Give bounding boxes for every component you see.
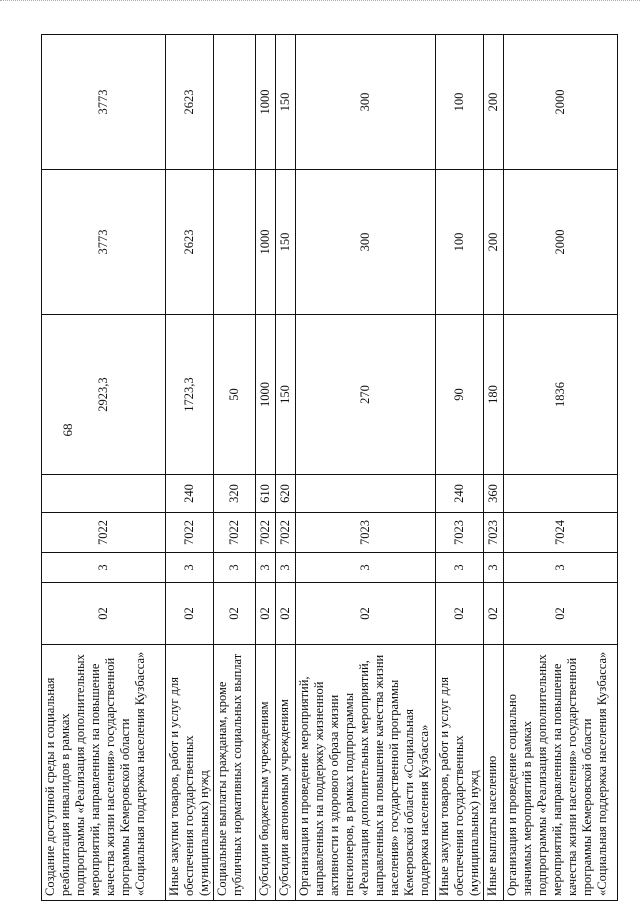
ministry-code: 02 bbox=[436, 583, 484, 645]
amount-year-3: 150 bbox=[276, 35, 296, 170]
amount-year-1: 180 bbox=[484, 315, 504, 475]
expense-type-code bbox=[504, 475, 618, 513]
budget-table-rotated bbox=[41, 35, 609, 901]
expense-type-code: 320 bbox=[214, 475, 256, 513]
amount-year-3 bbox=[214, 35, 256, 170]
section-code: 3 bbox=[504, 553, 618, 583]
row-description: Иные закупки товаров, работ и услуг для обеспечения государственных (муниципальных) нужд bbox=[436, 645, 484, 901]
budget-table-container bbox=[41, 35, 609, 901]
amount-year-3: 300 bbox=[296, 35, 436, 170]
amount-year-3: 2623 bbox=[166, 35, 214, 170]
table-row bbox=[296, 35, 436, 901]
target-code: 7024 bbox=[504, 513, 618, 553]
table-row bbox=[42, 35, 166, 901]
row-description: Субсидии автономным учреждениям bbox=[276, 645, 296, 901]
ministry-code: 02 bbox=[276, 583, 296, 645]
ministry-code: 02 bbox=[214, 583, 256, 645]
row-description: Организация и проведение социально значимых мероприятий в рамках подпрограммы «Реализация дополнительных мероприятий, направленных на повышение качества жизни населения» государственной программы Кемеровской области «Социальная поддержка населения Кузбасса» bbox=[504, 645, 618, 901]
ministry-code: 02 bbox=[296, 583, 436, 645]
amount-year-2: 1000 bbox=[256, 170, 276, 315]
amount-year-2 bbox=[214, 170, 256, 315]
page-number: 68 bbox=[60, 423, 75, 437]
target-code: 7022 bbox=[256, 513, 276, 553]
expense-type-code bbox=[42, 475, 166, 513]
table-row bbox=[504, 35, 618, 901]
amount-year-2: 300 bbox=[296, 170, 436, 315]
target-code: 7023 bbox=[484, 513, 504, 553]
expense-type-code: 360 bbox=[484, 475, 504, 513]
target-code: 7022 bbox=[214, 513, 256, 553]
row-description: Социальные выплаты гражданам, кроме публичных нормативных социальных выплат bbox=[214, 645, 256, 901]
amount-year-2: 100 bbox=[436, 170, 484, 315]
row-description: Создание доступной среды и социальная реабилитация инвалидов в рамках подпрограммы «Реализация дополнительных мероприятий, направленных на повышение качества жизни населения» государственной программы Кемеровской области «Социальная поддержка населения Кузбасса» bbox=[42, 645, 166, 901]
amount-year-1: 1000 bbox=[256, 315, 276, 475]
table-row bbox=[256, 35, 276, 901]
expense-type-code: 610 bbox=[256, 475, 276, 513]
section-code: 3 bbox=[276, 553, 296, 583]
amount-year-3: 2000 bbox=[504, 35, 618, 170]
table-row bbox=[166, 35, 214, 901]
amount-year-3: 3773 bbox=[42, 35, 166, 170]
target-code: 7022 bbox=[166, 513, 214, 553]
section-code: 3 bbox=[214, 553, 256, 583]
section-code: 3 bbox=[484, 553, 504, 583]
target-code: 7023 bbox=[296, 513, 436, 553]
row-description: Организация и проведение мероприятий, направленных на поддержку жизненной активности и здорового образа жизни пенсионеров, в рамках подпрограммы «Реализация дополнительных мероприятий, направленных на повышение качества жизни населения» государственной программы Кемеровской области «Социальная поддержка населения Кузбасса» bbox=[296, 645, 436, 901]
target-code: 7023 bbox=[436, 513, 484, 553]
target-code: 7022 bbox=[276, 513, 296, 553]
table-row bbox=[276, 35, 296, 901]
amount-year-1: 150 bbox=[276, 315, 296, 475]
amount-year-1: 90 bbox=[436, 315, 484, 475]
ministry-code: 02 bbox=[256, 583, 276, 645]
amount-year-1: 1836 bbox=[504, 315, 618, 475]
section-code: 3 bbox=[166, 553, 214, 583]
amount-year-1: 1723,3 bbox=[166, 315, 214, 475]
expense-type-code: 240 bbox=[166, 475, 214, 513]
table-row bbox=[484, 35, 504, 901]
expense-type-code: 620 bbox=[276, 475, 296, 513]
amount-year-2: 2000 bbox=[504, 170, 618, 315]
amount-year-3: 200 bbox=[484, 35, 504, 170]
amount-year-2: 150 bbox=[276, 170, 296, 315]
ministry-code: 02 bbox=[504, 583, 618, 645]
ministry-code: 02 bbox=[42, 583, 166, 645]
page-top-edge bbox=[0, 0, 640, 6]
amount-year-1: 270 bbox=[296, 315, 436, 475]
section-code: 3 bbox=[436, 553, 484, 583]
table-row bbox=[214, 35, 256, 901]
expense-type-code: 240 bbox=[436, 475, 484, 513]
section-code: 3 bbox=[256, 553, 276, 583]
amount-year-3: 100 bbox=[436, 35, 484, 170]
amount-year-2: 3773 bbox=[42, 170, 166, 315]
ministry-code: 02 bbox=[166, 583, 214, 645]
amount-year-2: 2623 bbox=[166, 170, 214, 315]
table-row bbox=[436, 35, 484, 901]
section-code: 3 bbox=[42, 553, 166, 583]
budget-table bbox=[41, 34, 618, 901]
expense-type-code bbox=[296, 475, 436, 513]
ministry-code: 02 bbox=[484, 583, 504, 645]
amount-year-1: 2923,3 bbox=[42, 315, 166, 475]
section-code: 3 bbox=[296, 553, 436, 583]
row-description: Субсидии бюджетным учреждениям bbox=[256, 645, 276, 901]
amount-year-3: 1000 bbox=[256, 35, 276, 170]
amount-year-1: 50 bbox=[214, 315, 256, 475]
row-description: Иные закупки товаров, работ и услуг для обеспечения государственных (муниципальных) нужд bbox=[166, 645, 214, 901]
row-description: Иные выплаты населению bbox=[484, 645, 504, 901]
amount-year-2: 200 bbox=[484, 170, 504, 315]
target-code: 7022 bbox=[42, 513, 166, 553]
